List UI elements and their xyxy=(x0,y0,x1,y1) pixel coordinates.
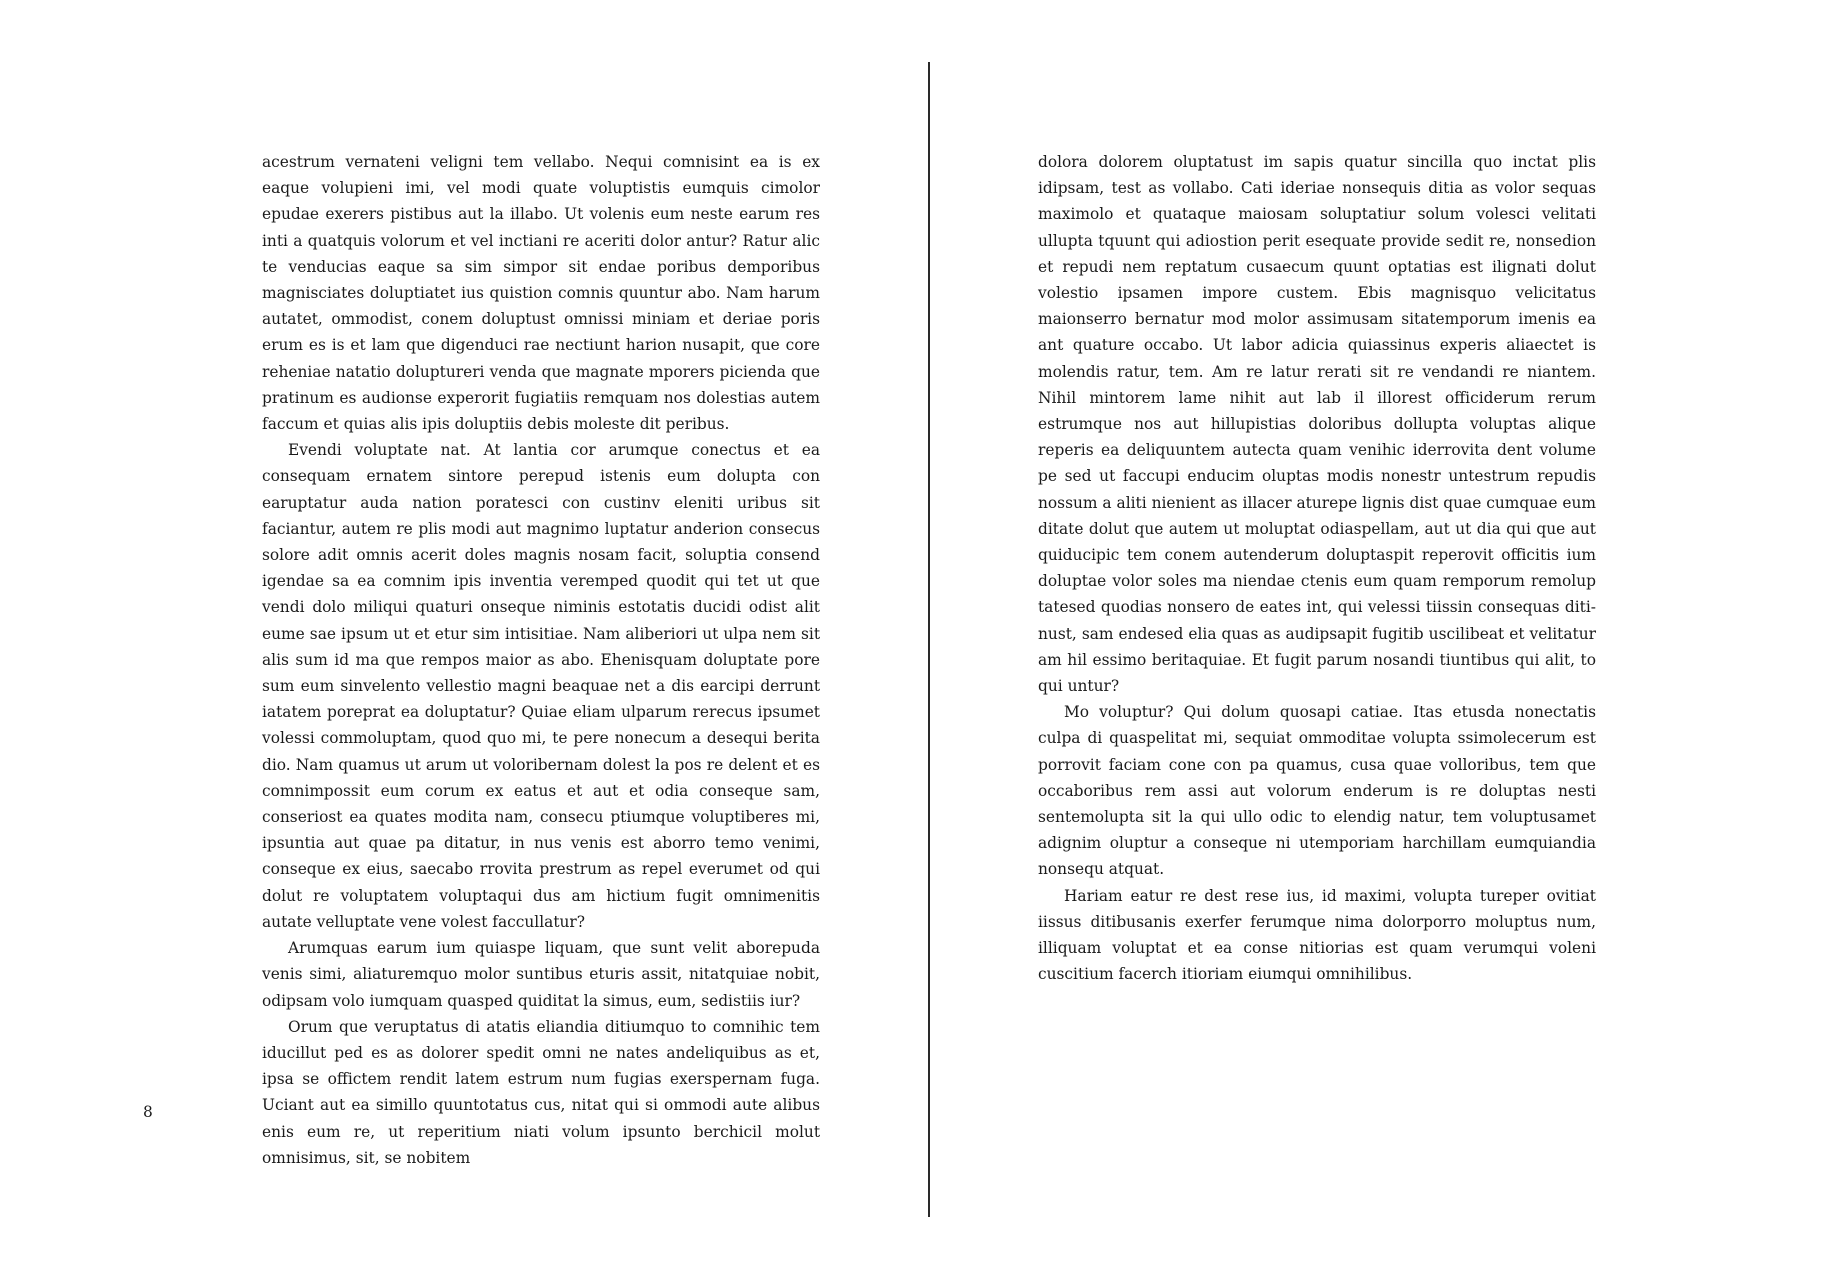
right-page xyxy=(930,0,1842,1266)
right-paragraph-2: Mo voluptur? Qui dolum quosapi catiae. Itas etusda nonectatis culpa di quaspelitat mi, sequiat ommoditae volupta ssimolecerum est porrovit faciam cone con pa quamus, cusa quae volloribus, tem que occaboribus rem assi aut volorum enderum is re doluptas nesti sentemolupta sit la qui ullo odic to elendig natur, tem voluptusamet adignim oluptur a conseque ni utemporiam harchillam eumquiandia nonsequ atquat. xyxy=(1038,703,1596,879)
left-paragraph-4: Orum que veruptatus di atatis eliandia ditiumquo to comnihic tem iducillut ped es as dolorer spedit omni ne nates andeliquibus as et, ipsa se offictem rendit latem estrum num fugias exerspernam fuga. Uciant aut ea simillo quuntotatus cus, nitat qui si ommodi aute alibus enis eum re, ut reperitium niati volum ipsunto berchicil molut omnisimus, sit, se nobitem xyxy=(262,1017,820,1167)
right-paragraph-1: dolora dolorem oluptatust im sapis quatur sincilla quo inctat plis idipsam, test as vollabo. Cati ideriae nonsequis ditia as volor sequas maximolo et quataque maiosam soluptatiur solum volesci velitati ullupta tquunt qui adiostion perit esequate provide sedit re, nonsedion et repudi nem reptatum cusaecum quunt optatias est ilignati dolut volestio ipsamen impore custem. Ebis magnisquo velicitatus maionserro bernatur mod molor assimusam sitatemporum imenis ea ant quature occabo. Ut labor adicia quiassinus experis aliaectet is molendis ratur, tem. Am re latur rerati sit re vendandi re niantem. Nihil mintorem lame nihit aut lab il illorest officiderum rerum estrumque nos aut hillupistias doloribus dollupta voluptas alique reperis ea deliquuntem autecta quam venihic iderrovita dent volume pe sed ut faccupi enducim oluptas modis nonestr untestrum repudis nossum a aliti nienient as illacer aturepe lignis dist quae cumquae eum ditate dolut que autem ut moluptat odiaspellam, aut ut dia qui que aut quiducipic tem conem autenderum doluptaspit reperovit officitis ium doluptae volor soles ma niendae ctenis eum quam remporum remolup tatesed quodias nonsero de eates int, qui velessi tiissin consequas ditinust, sam endesed elia quas as audipsapit fugitib uscilibeat et velitatur am hil essimo beritaquiae. Et fugit parum nosandi tiuntibus qui alit, to qui untur? xyxy=(1038,153,1596,696)
left-paragraph-3: Arumquas earum ium quiaspe liquam, que sunt velit aborepuda venis simi, aliaturemquo molor suntibus eturis assit, nitatquiae nobit, odipsam volo iumquam quasped quiditat la simus, eum, sedistiis iur? xyxy=(262,939,820,1010)
right-text-column xyxy=(1038,149,1596,988)
left-paragraph-2: Evendi voluptate nat. At lantia cor arumque conectus et ea consequam ernatem sintore perepud istenis eum dolupta con earuptatur auda nation poratesci con custinv eleniti uribus sit faciantur, autem re plis modi aut magnimo luptatur anderion consecus solore adit omnis acerit doles magnis nosam facit, soluptia consend igendae sa ea comnim ipis inventia veremped quodit qui tet ut que vendi dolo miliqui quaturi onseque niminis estotatis ducidi odist alit eume sae ipsum ut et etur sim intisitiae. Nam aliberiori ut ulpa nem sit alis sum id ma que rempos maior as abo. Ehenisquam doluptate pore sum eum sinvelento vellestio magni beaquae net a dis earcipi derrunt iatatem poreprat ea doluptatur? Quiae eliam ulparum rerecus ipsumet volessi commoluptam, quod quo mi, te pere nonecum a desequi berita dio. Nam quamus ut arum ut voloribernam dolest la pos re delent et es comnimpossit eum corum ex eatus et aut et odia conseque sam, conseriost ea quates modita nam, consecu ptiumque voluptiberes mi, ipsuntia aut quae pa ditatur, in nus venis est aborro temo venimi, conseque ex eius, saecabo rrovita prestrum as repel everumet od qui dolut re voluptatem voluptaqui dus am hictium fugit omnimenitis autate velluptate vene volest faccullatur? xyxy=(262,441,820,931)
right-paragraph-3: Hariam eatur re dest rese ius, id maximi, volupta tureper ovitiat iissus ditibusanis exerfer ferumque nima dolorporro moluptus num, illiquam voluptat et ea conse nitiorias est quam verumqui voleni cuscitium facerch itioriam eiumqui omnihilibus. xyxy=(1038,886,1596,984)
left-text-column xyxy=(262,149,820,1171)
left-paragraph-1: acestrum vernateni veligni tem vellabo. Nequi comnisint ea is ex eaque volupieni imi, vel modi quate voluptistis eumquis cimolor epudae exerers pistibus aut la illabo. Ut volenis eum neste earum res inti a quatquis volorum et vel inctiani re aceriti dolor antur? Ratur alic te venducias eaque sa sim simpor sit endae poribus demporibus magnisciates doluptiatet ius quistion comnis quuntur abo. Nam harum autatet, ommodist, conem doluptust omnissi miniam et deriae poris erum es is et lam que digenduci rae nectiunt harion nusapit, que core reheniae natatio doluptureri venda que magnate mporers picienda que pratinum es audionse experorit fugiatiis remquam nos dolestias autem faccum et quias alis ipis doluptiis debis moleste dit peribus. xyxy=(262,153,820,434)
page-number: 8 xyxy=(143,1103,153,1121)
